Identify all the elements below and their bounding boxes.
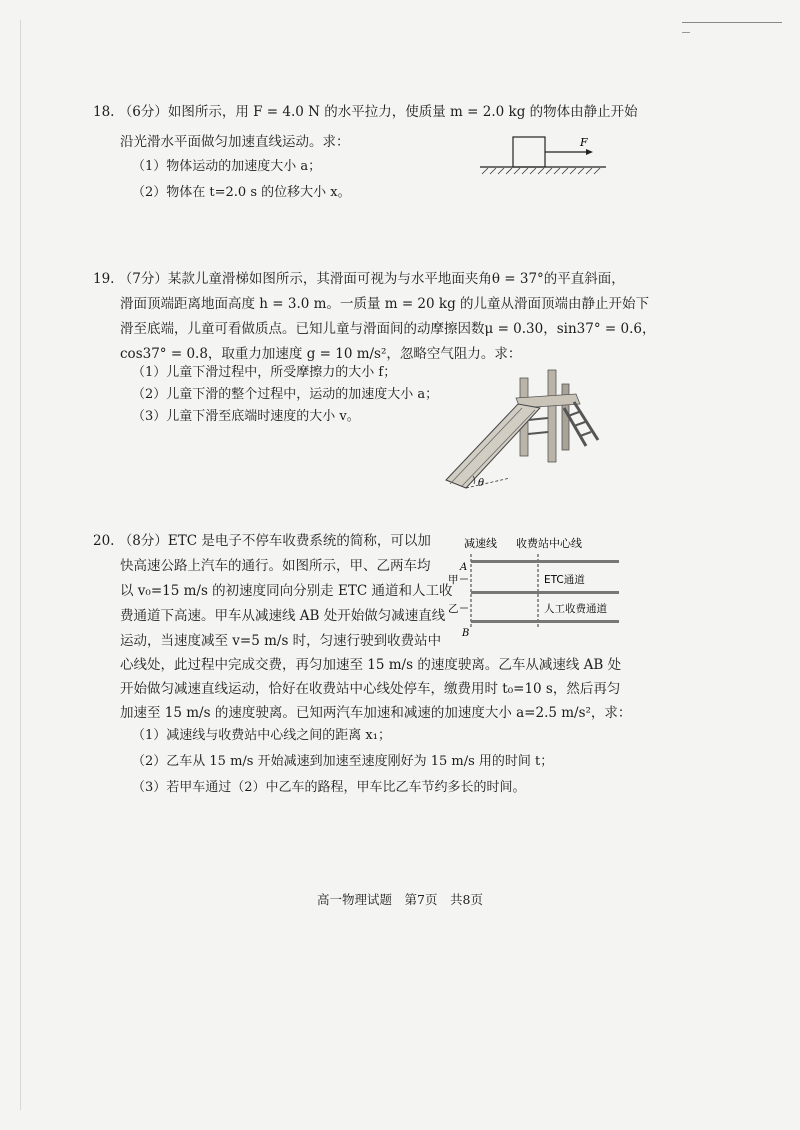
block [513,137,545,167]
lane-boundary-1 [471,560,619,563]
q18-line-2: 沿光滑水平面做匀加速直线运动。求： [120,134,350,150]
q19-sub-1: （1）儿童下滑过程中，所受摩擦力的大小 f； [132,365,397,380]
etc-lane-label: ETC通道 [544,574,585,586]
q20-line-6: 心线处，此过程中完成交费，再匀加速至 15 m/s 的速度驶离。乙车从减速线 AB 处 [120,657,622,673]
lane-boundary-3 [471,620,619,623]
car-jia-label: 甲 [448,574,459,586]
q18-sub-2: （2）物体在 t=2.0 s 的位移大小 x。 [132,185,351,200]
manual-lane-label: 人工收费通道 [544,603,607,615]
angle-label: θ [478,478,485,489]
q20-line-2: 快高速公路上汽车的通行。如图所示，甲、乙两车均 [120,558,431,574]
q20-sub-1: （1）减速线与收费站中心线之间的距离 x₁； [132,728,391,743]
q20-etc-figure [446,534,622,642]
q20-line-7: 开始做匀减速直线运动，恰好在收费站中心线处停车，缴费用时 t₀=10 s，然后再匀 [120,681,621,697]
car-yi-label: 乙 [448,603,459,615]
top-tick [682,32,690,33]
center-line-label: 收费站中心线 [516,537,582,550]
q19-line-4: cos37° = 0.8，取重力加速度 g = 10 m/s²，忽略空气阻力。求： [120,346,522,362]
q20-line-1: 20. （8分）ETC 是电子不停车收费系统的简称，可以加 [93,533,431,549]
force-arrowhead [586,149,593,155]
q20-line-8: 加速至 15 m/s 的速度驶离。已知两汽车加速和减速的加速度大小 a=2.5 m/s²，求： [120,705,632,721]
q19-sub-2: （2）儿童下滑的整个过程中，运动的加速度大小 a； [132,387,439,402]
q19-line-3: 滑至底端，儿童可看做质点。已知儿童与滑面间的动摩擦因数μ = 0.30，sin37° = 0.6， [120,321,656,337]
q19-slide-figure [440,368,610,496]
q19-line-2: 滑面顶端距离地面高度 h = 3.0 m。一质量 m = 20 kg 的儿童从滑面顶端由静止开始下 [120,296,650,312]
lane-boundary-2 [471,591,619,594]
page-footer: 高一物理试题 第7页 共8页 [317,892,483,907]
page-edge [20,20,21,1110]
q19-line-1: 19. （7分）某款儿童滑梯如图所示，其滑面可视为与水平地面夹角θ = 37°的平直斜面， [93,271,625,287]
decel-line-label: 减速线 [464,537,497,550]
q18-line-1: 18. （6分）如图所示，用 F = 4.0 N 的水平拉力，使质量 m = 2.0 kg 的物体由静止开始 [93,104,638,120]
q20-line-4: 费通道下高速。甲车从减速线 AB 处开始做匀减速直线 [120,608,446,624]
ground-hatch [482,168,600,174]
q20-sub-3: （3）若甲车通过（2）中乙车的路程，甲车比乙车节约多长的时间。 [132,780,526,795]
q18-sub-1: （1）物体运动的加速度大小 a； [132,159,322,174]
slide-post-right [548,370,556,462]
q20-sub-2: （2）乙车从 15 m/s 开始减速到加速至速度刚好为 15 m/s 用的时间 t； [132,754,554,769]
top-rule [682,22,782,23]
q19-sub-3: （3）儿童下滑至底端时速度的大小 v。 [132,409,360,424]
point-b: B [462,628,470,639]
force-label: F [580,136,588,149]
q20-line-5: 运动，当速度减至 v=5 m/s 时，匀速行驶到收费站中 [120,633,442,649]
q18-block-figure [478,132,608,182]
q20-line-3: 以 v₀=15 m/s 的初速度同向分别走 ETC 通道和人工收 [120,583,453,599]
point-a: A [460,562,468,573]
